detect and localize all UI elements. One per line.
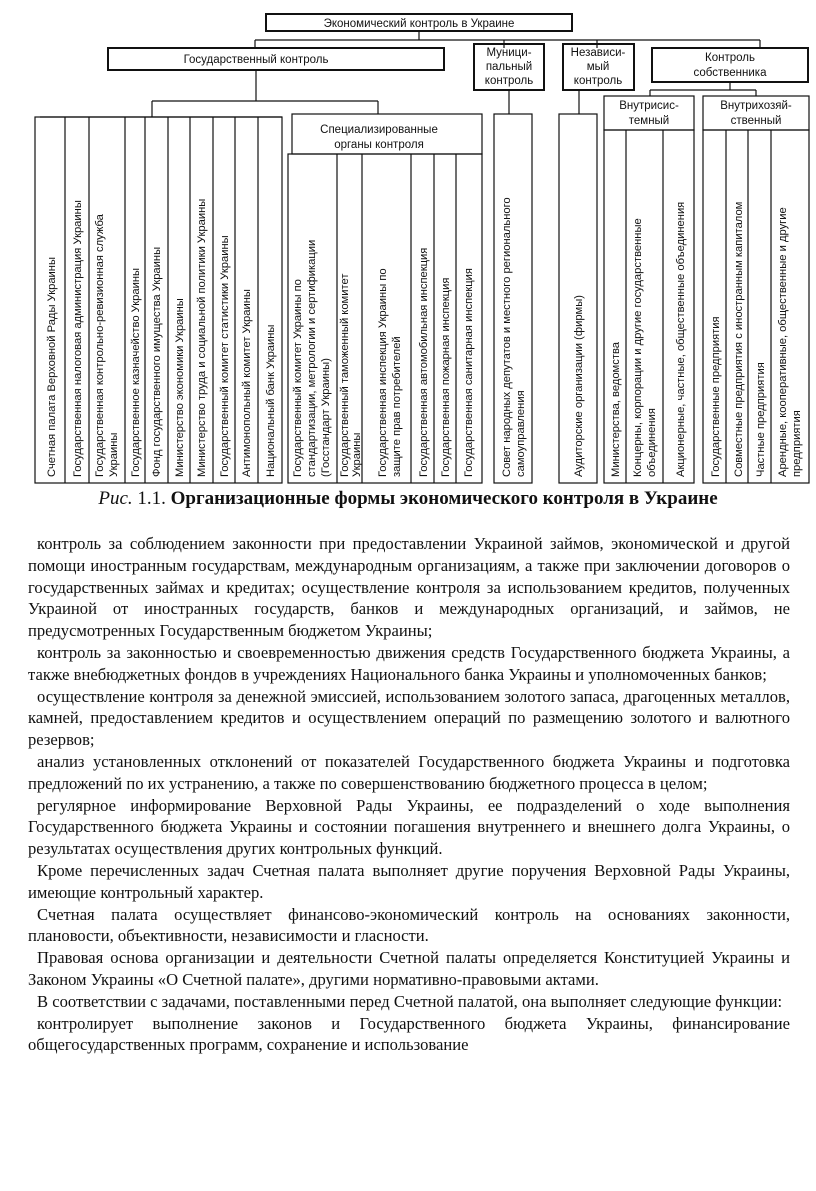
body-joint-stock: Акционерные, частные, общественные объединения <box>675 201 687 477</box>
state-connectors <box>152 70 378 117</box>
internal-economic-line-1: Внутрихозяй- <box>720 100 792 112</box>
paragraph: контролирует выполнение законов и Государственного бюджета Украины, финансирование общегосударственных программ, сохранение и использование <box>28 1013 790 1055</box>
body-joint-ventures: Совместные предприятия с иностранным капиталом <box>733 201 745 477</box>
body-lease-coop-line-2: предприятия <box>791 410 803 477</box>
municipal-line-1: Муници- <box>486 47 532 59</box>
body-statistics-committee: Государственный комитет статистики Украины <box>219 235 231 477</box>
body-audit-firms: Аудиторские организации (фирмы) <box>573 295 585 477</box>
body-sanitary-inspection: Государственная санитарная инспекция <box>463 268 475 477</box>
body-tax-administration: Государственная налоговая администрация Украины <box>72 200 84 477</box>
body-national-bank: Национальный банк Украины <box>265 324 277 477</box>
figure-caption <box>0 488 816 510</box>
body-antimonopoly-committee: Антимонопольный комитет Украины <box>241 289 253 477</box>
paragraph: Правовая основа организации и деятельности Счетной палаты определяется Конституцией Украины и Законом Украины «О Счетной палате», другими нормативно-правовыми актами. <box>28 948 790 989</box>
specialized-bodies-labels <box>292 240 475 477</box>
independent-line-3: контроль <box>573 75 623 87</box>
municipal-line-2: пальный <box>485 61 533 73</box>
internal-system-labels <box>610 202 687 477</box>
state-control-title: Государственный контроль <box>183 54 329 66</box>
caption-title: Организационные формы экономического контроля в Украине <box>170 488 718 509</box>
paragraph: Счетная палата осуществляет финансово-экономический контроль на основаниях законности, плановости, объективности, независимости и гласности. <box>28 904 790 946</box>
body-audit-service-line-1: Государственная контрольно-ревизионная служба <box>94 214 106 477</box>
body-council-line-2: самоуправления <box>515 390 527 477</box>
body-customs-line-2: Украины <box>351 432 363 477</box>
body-fire-inspection: Государственная пожарная инспекция <box>440 277 452 477</box>
internal-system-line-1: Внутрисис- <box>619 100 679 112</box>
specialized-line-1: Специализированные <box>320 124 438 136</box>
internal-economic-line-2: ственный <box>730 115 782 127</box>
root-title: Экономический контроль в Украине <box>323 18 515 30</box>
paragraph: осуществление контроля за денежной эмиссией, использованием золотого запаса, драгоценных металлов, камней, предоставлением кредитов и осуществлением операций по размещению золотого и валютного резервов; <box>28 686 790 750</box>
caption-prefix: Рис. <box>98 488 133 509</box>
body-audit-service-line-2: Украины <box>108 432 120 477</box>
body-ministry-economy: Министерство экономики Украины <box>174 298 186 477</box>
body-council-line-1: Совет народных депутатов и местного регионального <box>501 197 513 477</box>
paragraph: регулярное информирование Верховной Рады Украины, ее подразделений о ходе выполнения Государственного бюджета Украины и состоянии погашения внутреннего и внешнего долга Украины, о результатах осуществления других контрольных функций. <box>28 795 790 859</box>
body-state-enterprises: Государственные предприятия <box>710 316 722 477</box>
paragraph: анализ установленных отклонений от показателей Государственного бюджета Украины и подготовка предложений по их устранению, а также по совершенствованию бюджетного процесса в целом; <box>28 751 790 793</box>
independent-line-1: Независи- <box>570 47 626 59</box>
municipal-line-3: контроль <box>484 75 534 87</box>
body-gosstandart-line-2: стандартизации, метрологии и сертификации <box>306 239 318 477</box>
body-concerns-line-1: Концерны, корпорации и другие государственные <box>632 218 644 477</box>
body-consumer-inspection-line-2: защите прав потребителей <box>391 336 403 477</box>
body-ministries: Министерства, ведомства <box>610 342 622 477</box>
body-gosstandart-line-3: (Госстандарт Украины) <box>320 358 332 477</box>
body-property-fund: Фонд государственного имущества Украины <box>151 246 163 477</box>
caption-number: 1.1. <box>132 488 171 509</box>
owner-connectors <box>650 82 756 96</box>
body-lease-coop-line-1: Арендные, кооперативные, общественные и другие <box>777 207 789 477</box>
body-treasury: Государственное казначейство Украины <box>130 267 142 477</box>
owner-line-1: Контроль <box>705 52 755 64</box>
root-connectors <box>255 31 760 48</box>
body-auto-inspection: Государственная автомобильная инспекция <box>418 247 430 477</box>
paragraph: контроль за соблюдением законности при предоставлении Украиной займов, экономической и другой помощи иностранным государствам, международным организациям, а также при заключении договоров о государственных займах и кредитах; осуществление контроля за использованием кредитов, полученных Украиной от иностранных государств, банков и международных организаций, и займов, не предусмотренных Государственным бюджетом Украины; <box>28 534 790 641</box>
body-concerns-line-2: объединения <box>646 408 658 477</box>
owner-line-2: собственника <box>693 67 767 79</box>
internal-system-line-2: темный <box>628 115 670 127</box>
paragraph: контроль за законностью и своевременностью движения средств Государственного бюджета Украины, а также внебюджетных фондов в учреждениях Национального банка Украины и уполномоченных банков; <box>28 642 790 684</box>
body-gosstandart-line-1: Государственный комитет Украины по <box>292 279 304 477</box>
paragraph: Кроме перечисленных задач Счетная палата выполняет другие поручения Верховной Рады Украины, имеющие контрольный характер. <box>28 860 790 902</box>
internal-economic-labels <box>710 202 803 477</box>
independent-line-2: мый <box>586 61 610 73</box>
body-accounts-chamber: Счетная палата Верховной Рады Украины <box>46 256 58 477</box>
body-customs-line-1: Государственный таможенный комитет <box>339 273 351 477</box>
state-bodies-labels <box>46 199 277 477</box>
body-consumer-inspection-line-1: Государственная инспекция Украины по <box>377 268 389 477</box>
control-forms-diagram <box>0 0 816 488</box>
paragraph: В соответствии с задачами, поставленными перед Счетной палатой, она выполняет следующие функции: <box>37 991 783 1011</box>
body-text <box>28 533 790 1056</box>
body-private-enterprises: Частные предприятия <box>755 362 767 477</box>
specialized-line-2: органы контроля <box>334 139 424 151</box>
body-ministry-labour: Министерство труда и социальной политики Украины <box>196 198 208 477</box>
